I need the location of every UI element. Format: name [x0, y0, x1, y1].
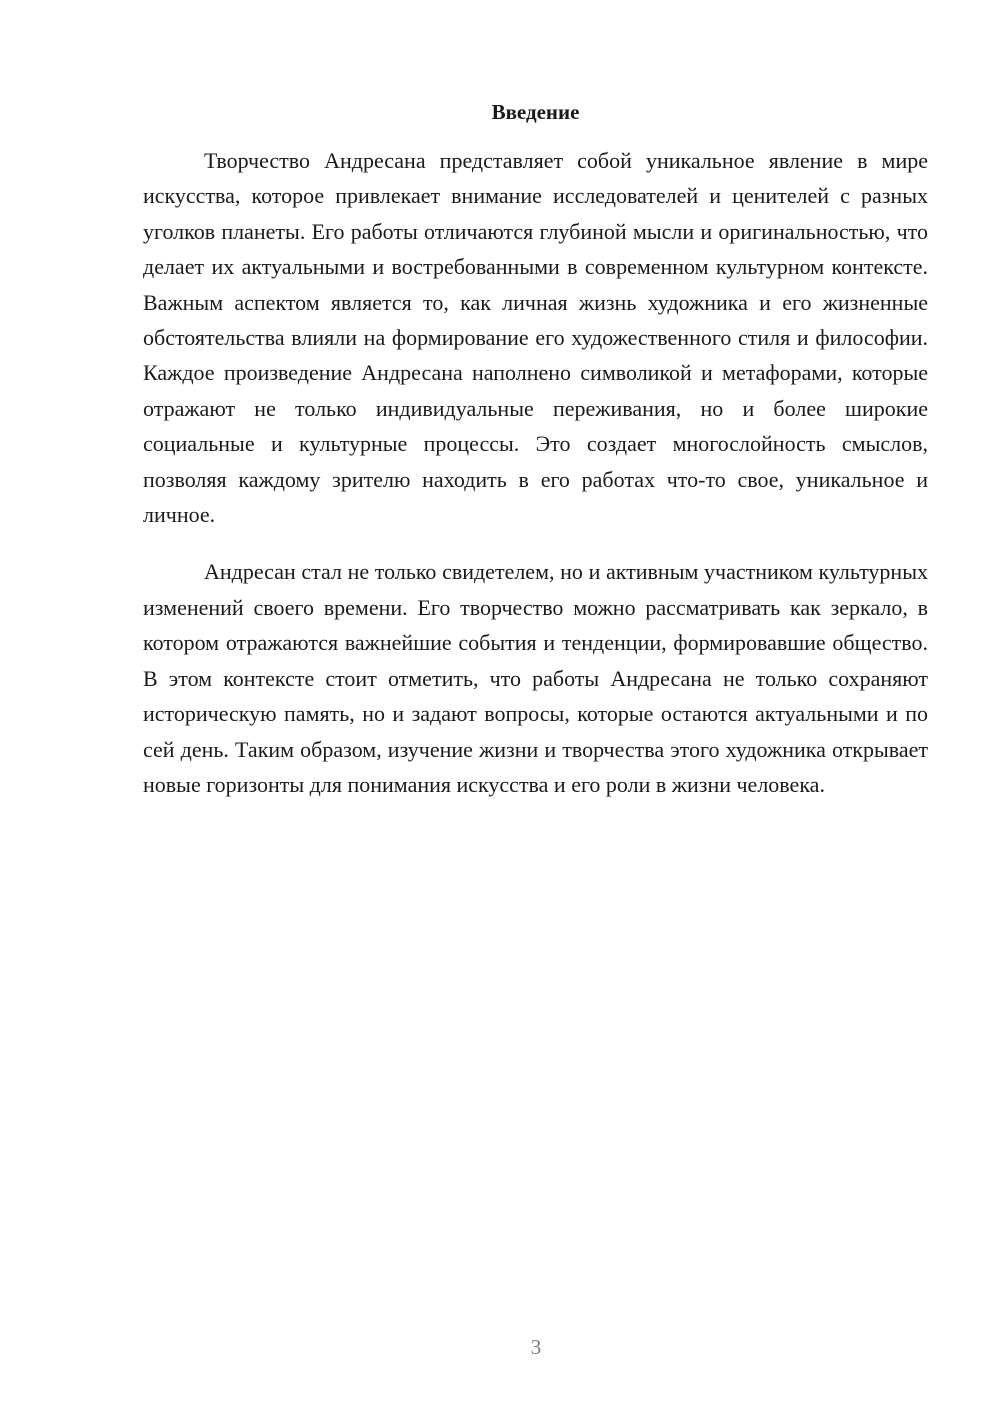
paragraph-2: Андресан стал не только свидетелем, но и активным участником культурных изменений своего времени. Его творчество можно рассматривать как зеркало, в котором отражаются важнейшие события и тенденции, формировавшие общество. В этом контексте стоит отметить, что работы Андресана не только сохраняют историческую память, но и задают вопросы, которые остаются актуальными и по сей день. Таким образом, изучение жизни и творчества этого художника открывает новые горизонты для понимания искусства и его роли в жизни человека.	[143, 559, 928, 797]
page-heading: Введение	[491, 100, 580, 124]
paragraph-1: Творчество Андресана представляет собой уникальное явление в мире искусства, которое привлекает внимание исследователей и ценителей с разных уголков планеты. Его работы отличаются глубиной мысли и оригинальностью, что делает их актуальными и востребованными в современном культурном контексте. Важным аспектом является то, как личная жизнь художника и его жизненные обстоятельства влияли на формирование его художественного стиля и философии. Каждое произведение Андресана наполнено символикой и метафорами, которые отражают не только индивидуальные переживания, но и более широкие социальные и культурные процессы. Это создает многослойность смыслов, позволяя каждому зрителю находить в его работах что-то свое, уникальное и личное.	[143, 148, 928, 528]
body-text	[143, 143, 928, 802]
page-number: 3	[530, 1335, 542, 1359]
